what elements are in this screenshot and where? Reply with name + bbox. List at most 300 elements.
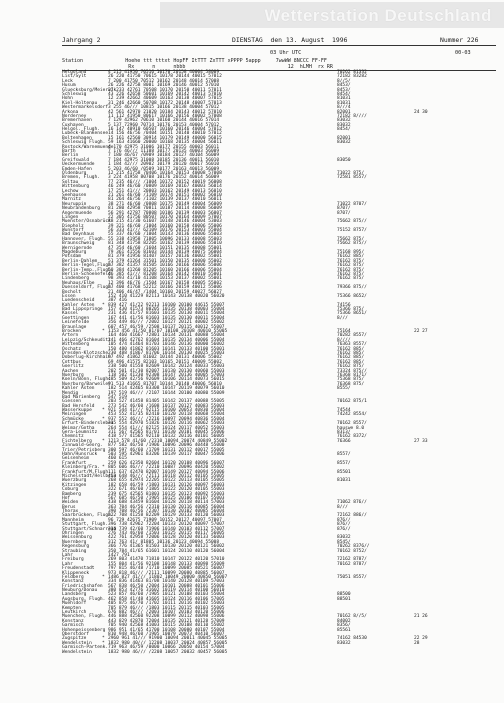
station-name: Hohenpeissenberg	[62, 627, 106, 633]
cloud-groups: 8707/	[337, 206, 351, 212]
cloud-groups: 76162 875/	[337, 271, 365, 277]
station-name: Wuerzburg	[62, 478, 87, 484]
synop-groups: 17 251 41/// 20803 10162 20149 40013 56010	[108, 188, 222, 194]
station-name: Lingen	[62, 214, 79, 220]
cloud-groups: 76162 885/	[337, 351, 365, 356]
cloud-groups: 75051 8557/	[337, 574, 367, 580]
synop-groups: 810 948 46/60 /1905 10079 20073 40410 56007	[108, 632, 225, 637]
station-name: Kempten	[62, 605, 81, 611]
synop-groups: 37 400 41768 52212 10166 20159 40012 55006	[108, 285, 222, 291]
volume-label: Jahrgang 2	[62, 36, 101, 44]
synop-groups: 300 597 46/60 /1709 10131 20112 40017 55005	[108, 447, 225, 453]
table-row	[62, 651, 496, 655]
station-table	[62, 71, 496, 655]
cloud-groups: 70162 8557/	[337, 421, 367, 427]
station-name: Neubrandenburg	[62, 206, 100, 212]
station-name: Kahler Asten	[62, 302, 95, 308]
synop-groups: 503 595 42961 83206 10139 20117 40047 55006	[108, 451, 225, 457]
cloud-groups: 79366 875//	[337, 285, 367, 291]
synop-groups: 56 291 42787 70808 10186 20139 40003 56007	[108, 210, 222, 216]
synop-groups: 98 393 41/10 41108 10153 20137 40002 55001	[108, 276, 222, 282]
synop-groups: 273 542 46/60 /1608 10137 20127 40083 55003	[108, 403, 225, 409]
synop-groups: 118 502 41230 92308 10147 20136 40005 57003	[108, 372, 225, 378]
station-name: Hannover, Flugh.	[62, 236, 106, 242]
masthead-title: Wetterstation Deutschland	[264, 6, 492, 25]
station-name: Cuxhaven	[62, 122, 84, 128]
issue-number: Nummer 226	[440, 36, 479, 44]
cloud-groups: 82001	[337, 109, 351, 115]
cloud-groups: 8545/	[337, 539, 351, 545]
station-name: Potsdam	[62, 254, 81, 260]
cloud-groups: 88501	[337, 596, 351, 602]
cloud-groups: 8707/	[337, 210, 351, 216]
cloud-groups: 82001	[337, 135, 351, 141]
station-name: Koeln/Bonn, Flugh.	[62, 377, 111, 383]
synop-groups: 37 382 41357 81505 10166 20166 40006 55006	[108, 263, 222, 269]
mountain-marker: *	[102, 416, 105, 422]
synop-groups: 55 337 46/60 /1004 10143 20136 40006 55003	[108, 232, 222, 238]
synop-groups: 4 215 41950 70516 10170 20158 40004 58009	[108, 70, 220, 75]
synop-groups: 230 488 41867 81706 10144 20130 40025 55003	[108, 351, 225, 356]
station-name: Leinefelde	[62, 320, 90, 326]
station-name: Freudenstadt	[62, 566, 95, 572]
station-name: Berlin-Schoenefeld	[62, 271, 111, 277]
station-name: Hohn	[62, 96, 73, 102]
synop-groups: 77 235 46/// /1004 10172 20152 40019 56008	[108, 179, 222, 185]
synop-groups: 141 466 42762 81604 10135 20134 40006 55004	[108, 337, 225, 343]
station-name: Ueckermuende	[62, 162, 95, 168]
station-name: Kleinberg/Fra.	[62, 465, 100, 471]
station-name: Garmisch-Partenk.	[62, 645, 109, 651]
cloud-groups: 72182 8////	[337, 113, 367, 119]
synop-groups: 55 338 41958 71805 10096 20133 40008 55003	[108, 236, 222, 242]
synop-groups: 7 184 42975 31008 10185 20136 40011 56010	[108, 157, 220, 163]
synop-groups: 705 940 42568 41003 10115 20108 40110 55002	[108, 623, 225, 629]
synop-groups: 315 554 42970 51826 10126 20116 40062 55003	[108, 421, 225, 427]
station-name: Weimar/Gotha	[62, 425, 95, 431]
synop-groups: 12 239 42662 40609 10163 20138 40007 57015	[108, 96, 222, 102]
synop-groups: 418 577 41565 92110 10132 20116 40101 56005	[108, 434, 225, 440]
synop-groups: 203 527 41458 81405 10142 20137 40088 55005	[108, 399, 225, 405]
extra-groups: 28	[414, 640, 420, 646]
station-name: Oberstdorf	[62, 632, 90, 637]
synop-groups: 50 384 41260 81205 10160 20166 40006 55004	[108, 267, 222, 273]
station-name: Stuttgart, Flugh.	[62, 522, 109, 528]
station-name: Marnitz	[62, 197, 81, 203]
station-name: Freiburg	[62, 557, 84, 563]
station-name: Lahr	[62, 552, 73, 558]
cloud-groups: 75366 8651/	[337, 311, 367, 317]
synop-groups: 152 410 41229 82113 10143 20138 40020 56020	[108, 293, 225, 299]
synop-groups: 91 513 41665 81707 10144 20140 40006 56010	[108, 381, 222, 387]
synop-groups: 676 882 46/// /2003 10107 20103 40120 55006	[108, 610, 225, 616]
cloud-groups: 83032	[337, 118, 351, 124]
station-name: Artern	[62, 333, 79, 339]
cloud-groups: 75152 8757/	[337, 228, 367, 234]
synop-groups: 259 626 42350 82604 10120 20108 40096 56007	[108, 460, 225, 466]
synop-groups: 877 582 46/50 /1906 10096 20096 40448 55000	[108, 443, 225, 449]
synop-groups: 46 385 41/// 81208 10164 20142 40010 55001	[108, 271, 222, 277]
synop-groups: 48 215 41/30 61607 10148 20146 40004 53003	[108, 219, 222, 225]
station-name: Wasserkuppe	[62, 408, 92, 414]
station-name: Neuburg/Donau	[62, 588, 98, 594]
station-name: Kassel	[62, 311, 79, 317]
station-name: Leutkirch	[62, 610, 87, 616]
station-name: Muehldorf	[62, 601, 87, 607]
synop-groups: 96 729 42675 71909 10152 20127 40097 57007	[108, 517, 222, 523]
cloud-groups: 70162 8//5/	[337, 614, 367, 620]
station-name: Kiel-Holtenau	[62, 100, 98, 106]
synop-groups: 443 829 42870 72004 10135 20121 40128 57009	[108, 618, 225, 624]
station-name: Weissenburg	[62, 535, 92, 541]
cloud-groups: 876//	[337, 517, 351, 523]
station-name: Angermuende	[62, 210, 92, 216]
cloud-groups: 70162 875/1	[337, 399, 367, 405]
station-name: Husum	[62, 83, 76, 89]
station-name: Trier/Petrisberg	[62, 447, 106, 453]
station-name: Westermarkelsdorf	[62, 105, 109, 111]
cloud-groups: 8356/	[337, 623, 351, 629]
synop-groups: 157 430 41573 80205 10135 20138 40003 55004	[108, 307, 225, 313]
synop-groups: 167 441 41/56 81603 10135 20130 40011 55004	[108, 315, 225, 321]
synop-groups: 7 129 42962 70610 10160 20144 40016 57014	[108, 118, 220, 124]
synop-groups: 7 200 41750 70512 10162 20148 40014 57008	[108, 78, 220, 84]
synop-groups: 5 137 72960 70714 10176 20153 40004 57012	[108, 122, 220, 128]
synop-groups: 1153 456 41/50 81/07 10108 20108 40010 55005	[108, 329, 228, 335]
synop-groups: 366 776 41365 81503 10130 20120 40121 56002	[108, 544, 225, 550]
synop-groups: 356 449 46/// /2002 10127 20121 40002 55002	[108, 320, 225, 326]
station-name: Rostock/Warnemuende	[62, 144, 114, 150]
station-name: Erfurt-Bindersleben	[62, 421, 114, 427]
station-name: Berlin-Temp.,Flugh.	[62, 267, 114, 273]
cloud-groups: 84002	[337, 618, 351, 624]
station-name: Bad Oeynhaus	[62, 232, 95, 238]
station-name: Dresden-Klotzsche	[62, 351, 109, 356]
cloud-groups: 8557/	[337, 460, 351, 466]
synop-groups: 1213 578 41/60 /2310 10094 20074 40849 55002	[108, 438, 228, 444]
synop-groups: 111 637 42470 82007 10149 20127 40094 55006	[108, 469, 225, 475]
station-name: Mendig	[62, 390, 79, 396]
station-name: Oschatz	[62, 346, 81, 352]
synop-groups: 453 552 41/35 82410 10120 20118 40068 55004	[108, 412, 225, 418]
station-name: Barth	[62, 149, 76, 155]
synop-groups: 350 784 41/65 61601 10124 20110 40120 56004	[108, 548, 225, 554]
station-name: Garmisch	[62, 623, 84, 629]
synop-groups: 1832 980 46/// /2208 10057 20032 40457 56005	[108, 649, 228, 655]
station-name: Frankfurt/M,Flugh.	[62, 469, 111, 475]
station-name: Muenchen, Flugh.	[62, 614, 106, 620]
cloud-groups: 8///	[337, 504, 348, 510]
station-name: Neuruppin	[62, 201, 87, 207]
cloud-groups: 76366	[337, 438, 351, 444]
station-name: Nuerburg	[62, 372, 84, 378]
cloud-groups: 81031	[337, 100, 351, 106]
extra-groups: 22 29	[414, 636, 428, 642]
synop-groups: 363 704 46/56 /2310 10130 20116 40085 56004	[108, 504, 225, 510]
synop-groups: 334 836 41463 81/08 10140 20128 40109 57003	[108, 579, 225, 585]
mountain-marker: *	[102, 640, 105, 646]
synop-groups: 986 951 41/65 41700 10108 20080 40107 55004	[108, 627, 225, 633]
synop-groups: 314 739 42/60 71906 10140 20103 40112 57007	[108, 526, 225, 532]
station-name: Leipzig/Schkeuditz	[62, 337, 111, 343]
station-name: Duesseldorf, Flugh.	[62, 285, 114, 291]
synop-groups: 12 396 46/76 /1504 10167 20158 40005 55002	[108, 280, 222, 286]
station-name: Nuerburg/Barweiler	[62, 381, 111, 387]
synop-groups: 7 176 46/// 11108 10177 20135 40003 56009	[108, 149, 220, 155]
observation-time: 03 Uhr UTC	[270, 50, 302, 56]
cloud-groups: 83050	[337, 157, 351, 163]
synop-groups: 797 815 46/48 /1710 10099 20085 40521 56007	[108, 566, 225, 572]
mountain-marker: *	[102, 636, 105, 642]
synop-groups: 231 436 41/57 81603 10135 20130 40011 55004	[108, 311, 225, 317]
cloud-groups: 76368 8171/	[337, 372, 367, 378]
synop-groups: 59 163 41660 20000 10168 20135 40004 56011	[108, 140, 222, 146]
synop-groups: 7 180 46/67 /0909 10184 20127 40104 56009	[108, 153, 220, 159]
mountain-marker: *	[102, 329, 105, 335]
station-name: Emden-Hafen	[62, 166, 92, 172]
station-name: Schleswig	[62, 91, 87, 97]
station-name: Doberlug-Kirchhain	[62, 355, 111, 361]
cloud-groups: 74544	[337, 408, 351, 414]
station-name: Wittenberg	[62, 342, 90, 348]
synop-groups: 38 271 46/60 /0808 10175 20149 40004 56009	[108, 201, 222, 207]
cloud-groups: 70162 8752/	[337, 548, 367, 554]
cloud-groups: 70282 8557/	[337, 333, 367, 339]
station-name: Ohringen	[62, 531, 84, 537]
synop-groups: 438 688 43459 81604 10128 20118 40114 57003	[108, 500, 225, 506]
synop-groups: 607 457 46/59 /2508 10137 20115 40012 55007	[108, 324, 225, 330]
column-header-line-2: Rx n nbbb 12 hLMH rx RR	[62, 64, 333, 70]
synop-groups: 21 261 46/60 /1109 10174 20151 40002 56010	[108, 192, 222, 198]
synop-groups: 805 606 46/// /2210 10087 20096 40420 55002	[108, 465, 225, 471]
station-name: Berlin-Tegel,Flugh.	[62, 263, 114, 269]
synop-groups: 51 379 41264 31501 10150 20135 40000 55002	[108, 258, 222, 264]
cloud-groups: 76162 885/	[337, 359, 365, 365]
synop-groups: 69 496 41575 82103 10165 20151 40009 55002	[108, 359, 222, 365]
station-name: Frankfurt	[62, 460, 87, 466]
mountain-marker: *	[102, 302, 105, 308]
synop-groups: 56 333 41/// 62109 10176 20153 40003 55004	[108, 228, 222, 234]
station-name: Bremerhaven	[62, 118, 92, 124]
station-name: Hof	[62, 495, 71, 501]
station-name: Seehausen	[62, 192, 87, 198]
station-name: Muenster/Osnabrück	[62, 219, 111, 225]
station-name: Klippeneck	[62, 570, 90, 576]
synop-groups: 81 280 42958 70811 10187 20114 40008 56009	[108, 206, 222, 212]
cloud-groups: 76368 875/	[337, 381, 365, 387]
cloud-groups: 76363 8557/	[337, 342, 367, 348]
cloud-groups: 76162 885/	[337, 346, 365, 352]
cloud-groups: 876//	[337, 522, 351, 528]
station-name: Cottbus	[62, 359, 81, 365]
synop-groups: 453 648 46/// /2111 10118 20112 40105 55005	[108, 473, 225, 479]
cloud-groups: 71022 875/	[337, 170, 365, 176]
synop-groups: 1832 980 40/// 12208 10037 20024 40857 56005	[108, 640, 228, 646]
cloud-groups: 72162 8787/	[337, 557, 367, 563]
synop-groups: 276 743 46/60 /1503 10125 20115 40117 56005	[108, 531, 225, 537]
synop-groups: 396 738 42962 72204 10133 20120 40097 57007	[108, 522, 225, 528]
station-name: Boltenhagen	[62, 135, 92, 141]
column-header-line-1: Station Hoehe ttt tttxt HopFF ItTTT ZxTTT xPPPP 5appp 7wwWW 8NCCC FF-FF	[62, 58, 327, 64]
synop-groups: 26 226 42758 8001 10169 20146 40012 57010	[108, 83, 220, 89]
cloud-groups: 75366 8652/	[337, 293, 367, 299]
mountain-marker: *	[102, 408, 105, 414]
cloud-groups: 83032	[337, 140, 351, 146]
station-name: Konstanz	[62, 618, 84, 624]
station-name: Lechow	[62, 188, 79, 194]
synop-groups: 567 685 46/50 /1905 10125 20106 40107 55003	[108, 495, 225, 501]
synop-groups: 97 492 41862 81602 10144 20131 40006 55002	[108, 355, 222, 361]
synop-groups: 322 671 46/60 /1805 10122 20120 40105 55003	[108, 487, 225, 493]
station-name: Braunschweig	[62, 241, 95, 247]
station-name: Bremen, Flugh.	[62, 175, 100, 181]
station-name: Gera-Leumnitz	[62, 430, 98, 436]
cloud-groups: 8///4	[337, 105, 351, 111]
station-name: Saarbrücken, Flugh.	[62, 513, 114, 519]
synop-groups: 43 226 42658 50601 10169 20142 40013 57010	[108, 91, 222, 97]
cloud-groups: 83032	[337, 535, 351, 541]
station-name: Stuttgart/Schnarrenb	[62, 526, 117, 532]
cloud-groups: 74162 84530	[337, 636, 367, 642]
station-name: Hahn/Hunsrück	[62, 451, 98, 457]
station-name: Braunlage	[62, 324, 87, 330]
station-name: Soltau	[62, 179, 79, 185]
synop-groups: 380 853 42776 31602 10119 20114 40100 56010	[108, 588, 225, 594]
synop-groups: 2960 961 41/// 91900 10094 20011 40045 55005	[108, 636, 228, 642]
cloud-groups: 8555/	[337, 386, 351, 392]
station-name: Mannheim	[62, 517, 84, 523]
station-name: Greifswald	[62, 157, 90, 163]
cloud-groups: 74156	[337, 302, 351, 308]
synop-groups: 81 379 41956 81407 10157 20136 40002 55001	[108, 254, 222, 260]
cloud-groups: 76162 885/	[337, 254, 365, 260]
cloud-groups: 76162 8372/	[337, 434, 367, 440]
station-name: Lahr	[62, 561, 73, 567]
station-name: Leck	[62, 78, 73, 84]
cloud-groups: 8////	[337, 337, 351, 343]
station-name: Berus	[62, 504, 76, 510]
station-name: Coburg	[62, 487, 79, 493]
synop-groups: 1427 791	[108, 552, 130, 558]
cloud-groups: 83032	[337, 122, 351, 128]
cloud-groups: 70262 8376//	[337, 544, 370, 550]
station-name: Goettingen	[62, 315, 90, 321]
station-name: Meiningen	[62, 412, 87, 418]
station-name: Helgol. Flugh.	[62, 127, 100, 133]
cloud-groups: 85561	[337, 627, 351, 633]
synop-groups: 268 655 42974 22205 10122 20113 40105 55005	[108, 478, 225, 484]
cloud-groups: 75164	[337, 329, 351, 335]
cloud-groups: 72182 83282	[337, 74, 367, 80]
synop-groups: 164 460 41667 72801 10134 20131 40088 55004	[108, 333, 225, 339]
synop-groups: 155 804 41/56 92108 10148 20133 40098 55009	[108, 561, 225, 567]
station-name: Giessen	[62, 399, 81, 405]
station-name: Essen	[62, 293, 76, 299]
station-name: Feldberg	[62, 574, 84, 580]
cloud-groups: 76162 885/	[337, 355, 365, 361]
station-name: Neuhaus/Elbe	[62, 280, 95, 286]
station-name: Berlin-Dahlem	[62, 258, 98, 264]
cloud-groups: 85501	[337, 469, 351, 475]
header-rule	[62, 45, 496, 46]
station-name: Lubeck-Blankensee	[62, 131, 109, 137]
cloud-groups: 75662 875//	[337, 241, 367, 247]
station-name: Aachen	[62, 368, 79, 374]
cloud-groups: 75168 895/	[337, 250, 365, 256]
extra-groups: 21 26	[414, 614, 428, 620]
station-name: Wendelstein	[62, 640, 92, 646]
cloud-groups: 8557/	[337, 451, 351, 457]
synop-groups: 4 170 42975 31006 10177 20155 40003 56011	[108, 144, 220, 150]
station-name: Berlin	[62, 153, 79, 159]
synop-groups: 11 112 41950 80617 10166 20156 40002 57008	[108, 113, 222, 119]
extra-groups: 27 33	[414, 438, 428, 444]
synop-groups: 239 675 42565 81803 10135 20123 40092 55003	[108, 491, 225, 497]
cloud-groups: 72581 8557/	[337, 175, 367, 181]
station-name: Arkona	[62, 109, 79, 115]
synop-groups: 182 658 46/59 /1803 10131 20126 40097 56003	[108, 482, 225, 488]
cloud-groups: 76162 875/	[337, 364, 365, 370]
station-name: Goerlitz	[62, 364, 84, 370]
synop-groups: 16 147 40910 60507 10160 20146 40004 57012	[108, 127, 222, 133]
cloud-groups: 876//	[337, 526, 351, 532]
station-name: Michelstadt/Hellbrun	[62, 473, 117, 479]
synop-groups: 26 220 41750 70615 10178 20144 40015 57012	[108, 74, 222, 80]
cloud-groups: 76162 875/	[337, 258, 365, 264]
synop-groups: 22 305 41756 80507 10170 20164 40009 57007	[108, 214, 222, 220]
station-name: Zinnwald-Georg.	[62, 443, 103, 449]
synop-groups: 422 761 42958 72006 10128 20120 40133 56003	[108, 535, 225, 541]
synop-groups: 269 803 41470 71810 10147 20122 40120 57010	[108, 557, 225, 563]
synop-groups: 462 858 41/48 41605 10124 20116 40106 57005	[108, 596, 225, 602]
synop-groups: 567 838 46/50 /2004 10101 20088 40101 55006	[108, 583, 225, 589]
synop-groups: 81 348 41758 82205 10162 20139 40006 55010	[108, 241, 222, 247]
station-name: Friedrichshafen	[62, 583, 103, 589]
synop-groups: 182 514 42465 83308 10147 20119 40079 56010	[108, 386, 225, 392]
synop-groups: 921 544 41/// 92115 10100 20053 40830 55004	[108, 408, 225, 414]
cloud-groups: hauswe 8.0	[337, 425, 365, 431]
synop-groups: 12 215 41758 70406 10164 20153 40008 57008	[108, 170, 222, 176]
station-name: List/Sylt	[62, 74, 87, 80]
synop-groups: 485 509 42/56 92609 10106 20114 40073 56015	[108, 377, 225, 383]
cloud-groups: 75366 875/	[337, 307, 365, 313]
cloud-groups: 73324 875//	[337, 368, 367, 374]
synop-groups: 390 708 46/56 /2307 10130 20102 40085 56004	[108, 509, 225, 515]
station-name: Diepholz	[62, 223, 84, 229]
synop-groups: 839 427 41/22 92213 10100 20100 44615 55007	[108, 302, 225, 308]
cloud-groups: 8//5/	[337, 78, 351, 84]
station-name: Geisenheim	[62, 456, 90, 462]
synop-groups: 27 233 42761 70508 10170 20150 40011 57011	[108, 87, 222, 93]
synop-groups: 150 480 41862 81603 10141 20133 40100 55001	[108, 346, 225, 352]
station-name: Lindenberg	[62, 276, 90, 282]
station-name: Fichtelberg	[62, 438, 92, 444]
synop-groups: 523 857 46/60 /1905 10121 20108 40103 55004	[108, 592, 225, 598]
station-name: Augsburg, Flugh.	[62, 596, 106, 602]
station-name: Chemnitz	[62, 434, 84, 440]
observation-code: 00-03	[455, 50, 471, 56]
synop-groups: 5 203 46/60 /0509 10177 20163 40013 56009	[108, 166, 220, 172]
synop-groups: 81 264 46/56 /1102 10139 20137 40010 56011	[108, 197, 222, 203]
synop-groups: 42 561 42970 21020 10184 20143 40012 57010	[108, 109, 222, 115]
synop-groups: 387 416	[108, 298, 127, 304]
synop-groups: 446 888 42560 92208 10099 20112 40098 55006	[108, 614, 225, 620]
station-name: Brocken	[62, 329, 81, 335]
synop-groups: 3 255 46/// 10815 10166 20138 40004 57012	[108, 105, 220, 111]
cloud-groups: 8454/	[337, 127, 351, 133]
synop-groups: 79 361 41556 81603 10144 20139 40075 56004	[108, 250, 222, 256]
cloud-groups: 75662 875//	[337, 219, 367, 225]
